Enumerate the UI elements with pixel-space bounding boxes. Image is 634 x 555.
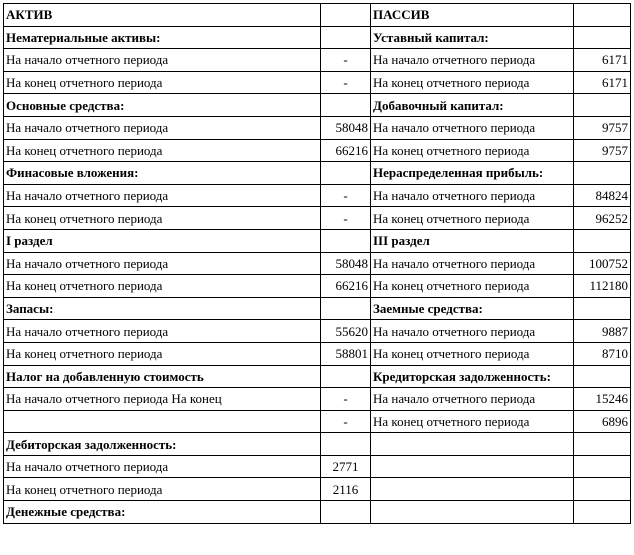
liability-value [574,94,631,117]
liability-label: Кредиторская задолженность: [371,365,574,388]
liability-value: 9887 [574,320,631,343]
liability-value [574,229,631,252]
asset-value: 55620 [321,320,371,343]
table-row [4,388,631,411]
liability-label: III раздел [371,229,574,252]
asset-label: На начало отчетного периода [4,49,321,72]
asset-value: 66216 [321,139,371,162]
liability-value [574,455,631,478]
liability-value [574,365,631,388]
liability-value [574,26,631,49]
asset-label: На конец отчетного периода [4,342,321,365]
liability-label: На начало отчетного периода [371,320,574,343]
assets-header: АКТИВ [4,4,321,27]
liability-label [371,455,574,478]
table-row [4,433,631,456]
asset-value [321,229,371,252]
table-row [4,365,631,388]
liability-label: На начало отчетного периода [371,184,574,207]
liability-label [371,478,574,501]
liability-label: На конец отчетного периода [371,207,574,230]
asset-value: - [321,410,371,433]
asset-label: На начало отчетного периода [4,455,321,478]
asset-value: - [321,388,371,411]
asset-label: Запасы: [4,297,321,320]
liability-label: На конец отчетного периода [371,342,574,365]
asset-label: На конец отчетного периода [4,207,321,230]
asset-label: Основные средства: [4,94,321,117]
liability-value [574,297,631,320]
table-row [4,71,631,94]
asset-label: I раздел [4,229,321,252]
table-row [4,184,631,207]
asset-label: Дебиторская задолженность: [4,433,321,456]
liability-label: Заемные средства: [371,297,574,320]
asset-value: 58048 [321,116,371,139]
asset-label: На конец отчетного периода [4,71,321,94]
table-row [4,320,631,343]
asset-label: На начало отчетного периода [4,116,321,139]
asset-label: На конец отчетного периода [4,275,321,298]
table-row [4,252,631,275]
asset-value [321,26,371,49]
asset-value: 66216 [321,275,371,298]
asset-label: Денежные средства: [4,501,321,524]
asset-label [4,410,321,433]
liability-value [574,162,631,185]
liability-value: 112180 [574,275,631,298]
asset-value: - [321,49,371,72]
liability-label: Уставный капитал: [371,26,574,49]
liability-label: На начало отчетного периода [371,252,574,275]
header-row [4,4,631,27]
asset-value [321,501,371,524]
asset-value: 58048 [321,252,371,275]
asset-label: На начало отчетного периода [4,320,321,343]
balance-sheet-table [3,3,631,524]
liability-label [371,501,574,524]
liability-value: 6171 [574,71,631,94]
table-row [4,478,631,501]
table-row [4,297,631,320]
liability-label: Добавочный капитал: [371,94,574,117]
liability-value: 96252 [574,207,631,230]
table-row [4,49,631,72]
asset-label: Налог на добавленную стоимость [4,365,321,388]
liability-value: 6171 [574,49,631,72]
table-row [4,162,631,185]
liability-value: 8710 [574,342,631,365]
table-row [4,94,631,117]
liability-value: 84824 [574,184,631,207]
liability-label: На конец отчетного периода [371,275,574,298]
balance-sheet-body [4,4,631,524]
liabilities-header: ПАССИВ [371,4,574,27]
liability-label: На конец отчетного периода [371,139,574,162]
table-row [4,229,631,252]
table-row [4,26,631,49]
asset-value: 2116 [321,478,371,501]
liability-label [371,433,574,456]
table-row [4,116,631,139]
liability-label: На начало отчетного периода [371,388,574,411]
asset-value: - [321,184,371,207]
liability-value: 9757 [574,116,631,139]
liabilities-header-value [574,4,631,27]
asset-label: На конец отчетного периода [4,139,321,162]
liability-value [574,433,631,456]
liability-label: Нераспределенная прибыль: [371,162,574,185]
asset-value [321,94,371,117]
table-row [4,139,631,162]
liability-value: 9757 [574,139,631,162]
asset-label: На начало отчетного периода [4,184,321,207]
table-row [4,342,631,365]
liability-label: На конец отчетного периода [371,71,574,94]
table-row [4,455,631,478]
liability-value: 100752 [574,252,631,275]
asset-value: - [321,207,371,230]
table-row [4,501,631,524]
asset-value: 2771 [321,455,371,478]
liability-label: На начало отчетного периода [371,49,574,72]
asset-label: На начало отчетного периода [4,252,321,275]
asset-label: Нематериальные активы: [4,26,321,49]
table-row [4,410,631,433]
table-row [4,207,631,230]
liability-value [574,478,631,501]
liability-value [574,501,631,524]
asset-value: 58801 [321,342,371,365]
asset-label: На начало отчетного периода На конец [4,388,321,411]
asset-value [321,162,371,185]
liability-label: На конец отчетного периода [371,410,574,433]
asset-label: Финасовые вложения: [4,162,321,185]
assets-header-value [321,4,371,27]
liability-value: 6896 [574,410,631,433]
liability-value: 15246 [574,388,631,411]
asset-value: - [321,71,371,94]
asset-label: На конец отчетного периода [4,478,321,501]
liability-label: На начало отчетного периода [371,116,574,139]
asset-value [321,365,371,388]
asset-value [321,433,371,456]
table-row [4,275,631,298]
asset-value [321,297,371,320]
